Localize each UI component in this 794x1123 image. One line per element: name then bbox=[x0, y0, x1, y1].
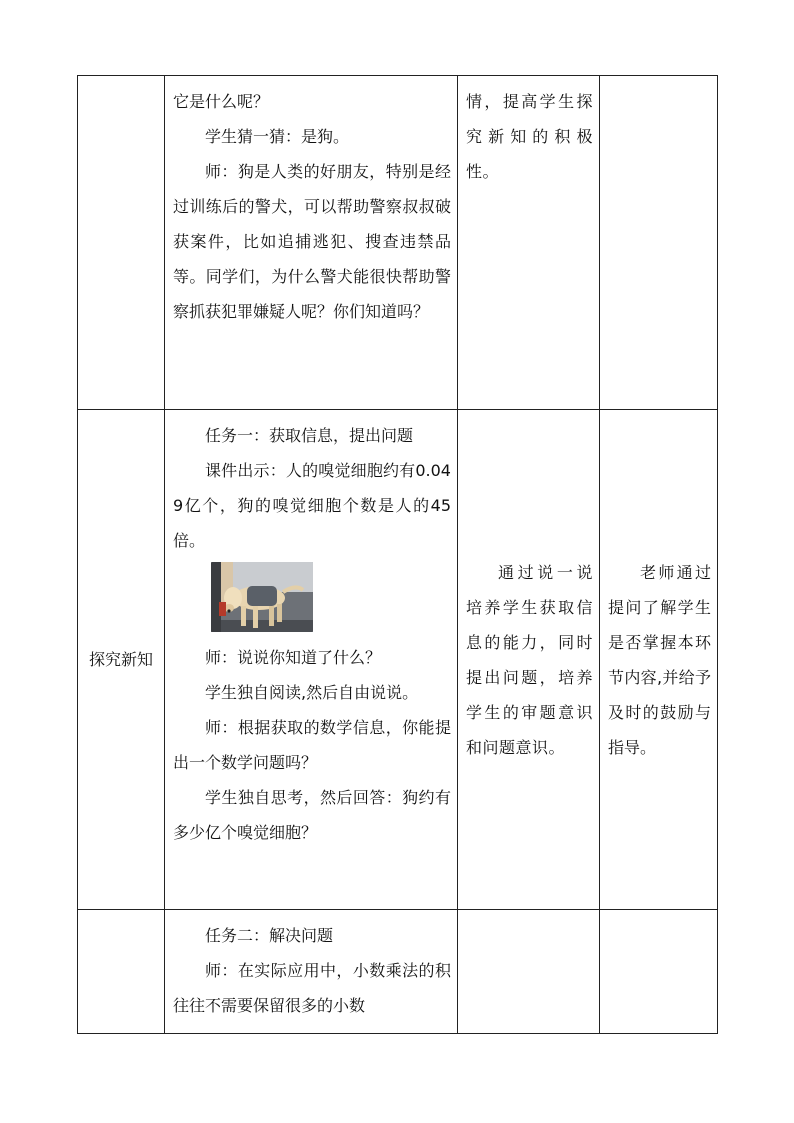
stage-cell bbox=[78, 76, 165, 410]
process-cell bbox=[165, 910, 458, 1034]
note-cell bbox=[600, 76, 718, 410]
paragraph: 师：说说你知道了什么？ bbox=[205, 648, 382, 667]
paragraph: 师：在实际应用中，小数乘法的积往往不需要保留很多的小数 bbox=[173, 961, 451, 1015]
stage-cell bbox=[78, 410, 165, 910]
paragraph: 学生猜一猜：是狗。 bbox=[205, 127, 350, 146]
police-dog-photo bbox=[211, 562, 313, 632]
stage-label: 探究新知 bbox=[88, 649, 153, 669]
process-cell bbox=[165, 410, 458, 910]
note-cell bbox=[600, 410, 718, 910]
table-row bbox=[78, 410, 718, 910]
lesson-plan-table bbox=[77, 75, 718, 1034]
paragraph: 情，提高学生探究新知的积极性。 bbox=[466, 92, 593, 181]
paragraph: 学生独自思考，然后回答：狗约有多少亿个嗅觉细胞？ bbox=[173, 788, 451, 842]
note-cell bbox=[600, 910, 718, 1034]
table-row bbox=[78, 910, 718, 1034]
table-row bbox=[78, 76, 718, 410]
paragraph: 通过说一说培养学生获取信息的能力，同时提出问题，培养学生的审题意识和问题意识。 bbox=[466, 562, 593, 757]
paragraph: 课件出示：人的嗅觉细胞约有0.049亿个，狗的嗅觉细胞个数是人的45倍。 bbox=[173, 461, 451, 550]
paragraph: 师：根据获取的数学信息，你能提出一个数学问题吗？ bbox=[173, 718, 451, 772]
stage-cell bbox=[78, 910, 165, 1034]
paragraph: 师：狗是人类的好朋友，特别是经过训练后的警犬，可以帮助警察叔叔破获案件，比如追捕逃犯、搜查违禁品等。同学们，为什么警犬能很快帮助警察抓获犯罪嫌疑人呢？你们知道吗？ bbox=[173, 162, 451, 321]
intent-cell bbox=[458, 410, 600, 910]
intent-cell bbox=[458, 76, 600, 410]
paragraph: 任务二：解决问题 bbox=[205, 926, 334, 945]
process-cell bbox=[165, 76, 458, 410]
paragraph: 它是什么呢？ bbox=[173, 92, 270, 111]
paragraph: 任务一：获取信息，提出问题 bbox=[205, 426, 414, 445]
paragraph: 老师通过提问了解学生是否掌握本环节内容,并给予及时的鼓励与指导。 bbox=[608, 562, 711, 757]
paragraph: 学生独自阅读,然后自由说说。 bbox=[205, 683, 419, 702]
intent-cell bbox=[458, 910, 600, 1034]
